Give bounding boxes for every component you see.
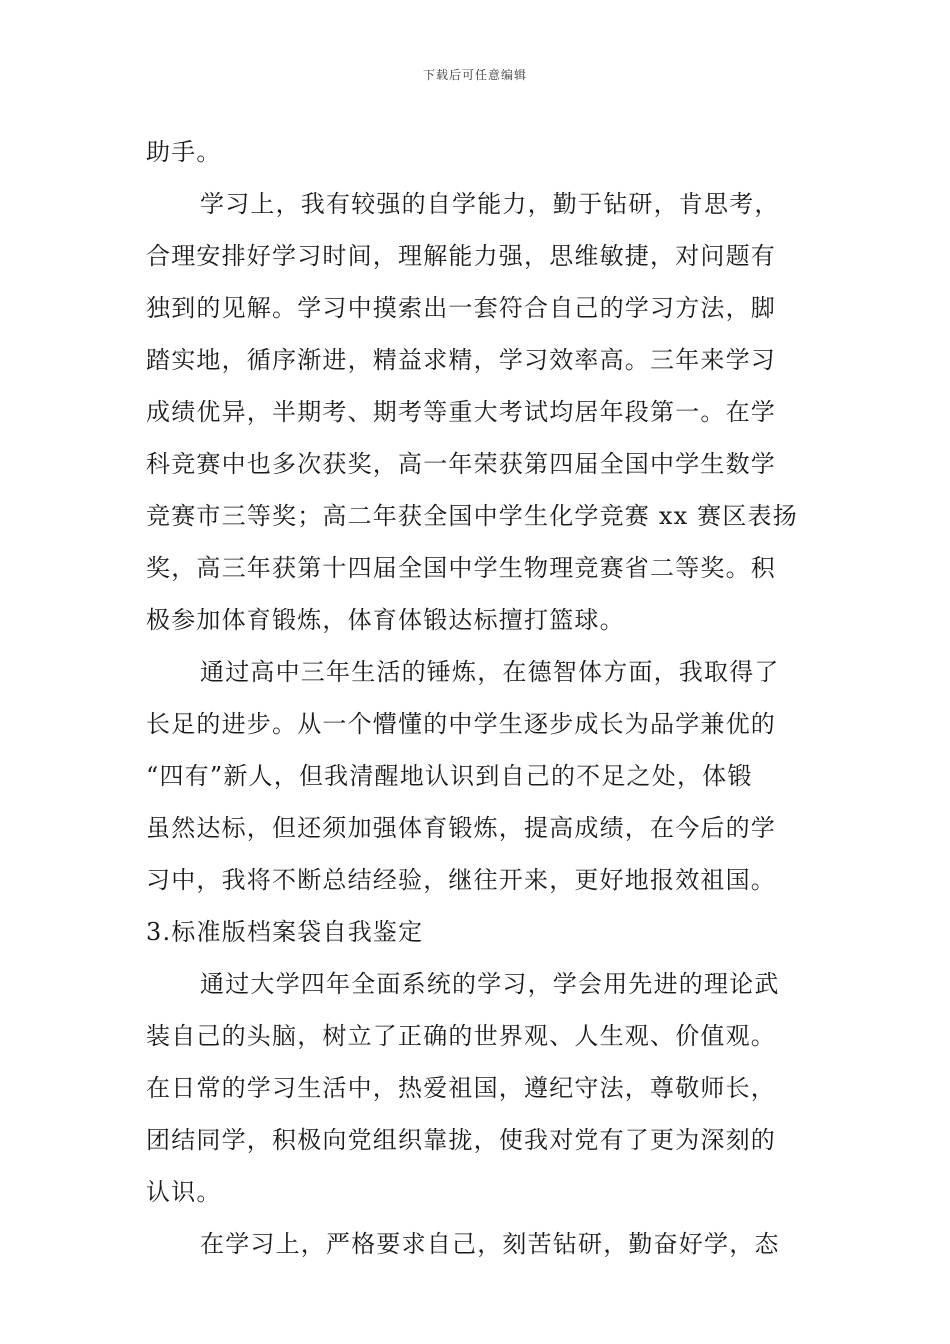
text-line: 成绩优异，半期考、期考等重大考试均居年段第一。在学 xyxy=(146,398,776,426)
text-line: 科竞赛中也多次获奖，高一年荣获第四届全国中学生数学 xyxy=(146,450,776,478)
document-body xyxy=(146,126,808,1270)
text-line: 装自己的头脑，树立了正确的世界观、人生观、价值观。 xyxy=(146,1022,776,1050)
text-line: 长足的进步。从一个懵懂的中学生逐步成长为品学兼优的 xyxy=(146,710,776,738)
text-line: “四有”新人，但我清醒地认识到自己的不足之处，体锻 xyxy=(146,762,753,790)
text-line: 习中，我将不断总结经验，继往开来，更好地报效祖国。 xyxy=(146,866,776,894)
text-line: 合理安排好学习时间，理解能力强，思维敏捷，对问题有 xyxy=(146,242,776,270)
text-line: 通过高中三年生活的锤炼，在德智体方面，我取得了 xyxy=(200,658,780,686)
text-line: 认识。 xyxy=(146,1178,222,1206)
text-line: 在日常的学习生活中，热爱祖国，遵纪守法，尊敬师长， xyxy=(146,1074,776,1102)
text-line: 助手。 xyxy=(146,138,222,166)
text-line: 竞赛市三等奖；高二年获全国中学生化学竞赛 xx 赛区表扬 xyxy=(146,502,798,530)
text-line: 踏实地，循序渐进，精益求精，学习效率高。三年来学习 xyxy=(146,346,776,374)
text-line: 在学习上，严格要求自己，刻苦钻研，勤奋好学，态 xyxy=(200,1230,780,1258)
text-line: 极参加体育锻炼，体育体锻达标擅打篮球。 xyxy=(146,606,625,634)
text-line: 团结同学，积极向党组织靠拢，使我对党有了更为深刻的 xyxy=(146,1126,776,1154)
text-line: 通过大学四年全面系统的学习，学会用先进的理论武 xyxy=(200,970,780,998)
text-line: 独到的见解。学习中摸索出一套符合自己的学习方法，脚 xyxy=(146,294,776,322)
text-line: 虽然达标，但还须加强体育锻炼，提高成绩，在今后的学 xyxy=(146,814,776,842)
text-line: 学习上，我有较强的自学能力，勤于钻研，肯思考， xyxy=(200,190,780,218)
section-heading: 3.标准版档案袋自我鉴定 xyxy=(146,918,424,946)
text-line: 奖，高三年获第十四届全国中学生物理竞赛省二等奖。积 xyxy=(146,554,776,582)
page-header-note: 下载后可任意编辑 xyxy=(422,68,527,82)
